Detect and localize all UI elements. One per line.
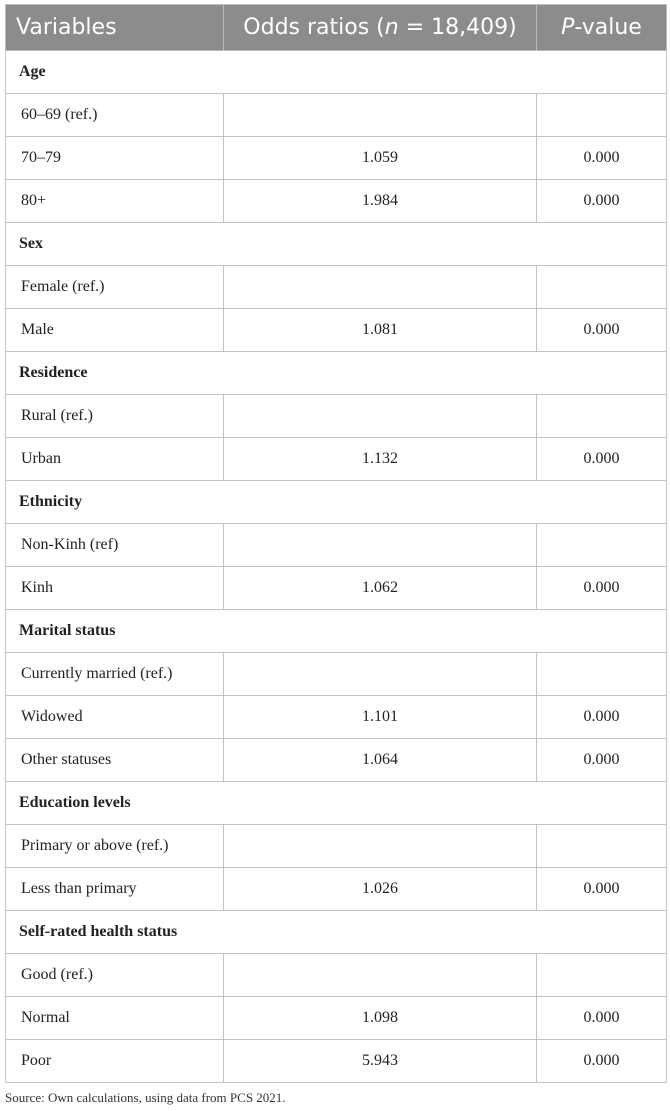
- odds-ratio-cell: [224, 524, 537, 567]
- source-note: Source: Own calculations, using data from PCS 2021.: [5, 1090, 286, 1105]
- odds-ratio-cell: 1.026: [224, 868, 537, 911]
- p-value-cell: 0.000: [537, 309, 667, 352]
- table-row: [6, 954, 667, 997]
- p-value-cell: [537, 524, 667, 567]
- group-label: Age: [6, 51, 667, 94]
- p-value-cell: [537, 825, 667, 868]
- row-label: Kinh: [6, 567, 224, 610]
- p-value-cell: [537, 395, 667, 438]
- p-value-cell: [537, 94, 667, 137]
- table-row: [6, 137, 667, 180]
- group-row: [6, 223, 667, 266]
- odds-ratio-cell: 1.081: [224, 309, 537, 352]
- p-value-cell: 0.000: [537, 1040, 667, 1083]
- row-label: Less than primary: [6, 868, 224, 911]
- odds-ratio-cell: [224, 94, 537, 137]
- group-row: [6, 911, 667, 954]
- odds-ratio-cell: [224, 954, 537, 997]
- row-label: Widowed: [6, 696, 224, 739]
- table-row: [6, 180, 667, 223]
- p-value-cell: 0.000: [537, 997, 667, 1040]
- p-value-cell: 0.000: [537, 696, 667, 739]
- group-row: [6, 51, 667, 94]
- table-row: [6, 1040, 667, 1083]
- odds-ratio-cell: 5.943: [224, 1040, 537, 1083]
- p-value-cell: 0.000: [537, 868, 667, 911]
- p-value-cell: 0.000: [537, 438, 667, 481]
- odds-ratio-cell: 1.132: [224, 438, 537, 481]
- table-header: [6, 5, 667, 51]
- header-p-value: P-value: [537, 5, 667, 51]
- p-value-cell: 0.000: [537, 567, 667, 610]
- p-value-cell: [537, 954, 667, 997]
- table-row: [6, 94, 667, 137]
- p-value-cell: 0.000: [537, 137, 667, 180]
- row-label: Poor: [6, 1040, 224, 1083]
- odds-ratio-cell: [224, 266, 537, 309]
- table-row: [6, 567, 667, 610]
- table-row: [6, 309, 667, 352]
- group-label: Self-rated health status: [6, 911, 667, 954]
- row-label: Good (ref.): [6, 954, 224, 997]
- header-variables: Variables: [6, 5, 224, 51]
- table-row: [6, 696, 667, 739]
- table-row: [6, 739, 667, 782]
- row-label: Rural (ref.): [6, 395, 224, 438]
- p-value-cell: 0.000: [537, 739, 667, 782]
- group-row: [6, 352, 667, 395]
- group-row: [6, 782, 667, 825]
- odds-ratio-cell: 1.059: [224, 137, 537, 180]
- p-value-cell: [537, 653, 667, 696]
- row-label: Female (ref.): [6, 266, 224, 309]
- p-value-cell: [537, 266, 667, 309]
- group-label: Education levels: [6, 782, 667, 825]
- group-label: Marital status: [6, 610, 667, 653]
- group-row: [6, 610, 667, 653]
- odds-ratio-cell: 1.064: [224, 739, 537, 782]
- row-label: Currently married (ref.): [6, 653, 224, 696]
- odds-ratio-cell: [224, 653, 537, 696]
- odds-ratio-cell: 1.984: [224, 180, 537, 223]
- row-label: 70–79: [6, 137, 224, 180]
- row-label: Other statuses: [6, 739, 224, 782]
- table-container: [5, 4, 666, 1083]
- row-label: Primary or above (ref.): [6, 825, 224, 868]
- row-label: Male: [6, 309, 224, 352]
- row-label: 80+: [6, 180, 224, 223]
- table-row: [6, 825, 667, 868]
- odds-ratio-table: [5, 4, 667, 1083]
- group-label: Ethnicity: [6, 481, 667, 524]
- group-label: Sex: [6, 223, 667, 266]
- row-label: 60–69 (ref.): [6, 94, 224, 137]
- table-row: [6, 266, 667, 309]
- row-label: Normal: [6, 997, 224, 1040]
- odds-ratio-cell: 1.101: [224, 696, 537, 739]
- group-row: [6, 481, 667, 524]
- odds-ratio-cell: 1.098: [224, 997, 537, 1040]
- odds-ratio-cell: 1.062: [224, 567, 537, 610]
- row-label: Urban: [6, 438, 224, 481]
- table-row: [6, 524, 667, 567]
- table-row: [6, 653, 667, 696]
- table-row: [6, 395, 667, 438]
- p-value-cell: 0.000: [537, 180, 667, 223]
- odds-ratio-cell: [224, 825, 537, 868]
- row-label: Non-Kinh (ref): [6, 524, 224, 567]
- table-body: [6, 51, 667, 1083]
- odds-ratio-cell: [224, 395, 537, 438]
- header-odds-ratios: Odds ratios (n = 18,409): [224, 5, 537, 51]
- table-row: [6, 868, 667, 911]
- group-label: Residence: [6, 352, 667, 395]
- table-row: [6, 997, 667, 1040]
- table-row: [6, 438, 667, 481]
